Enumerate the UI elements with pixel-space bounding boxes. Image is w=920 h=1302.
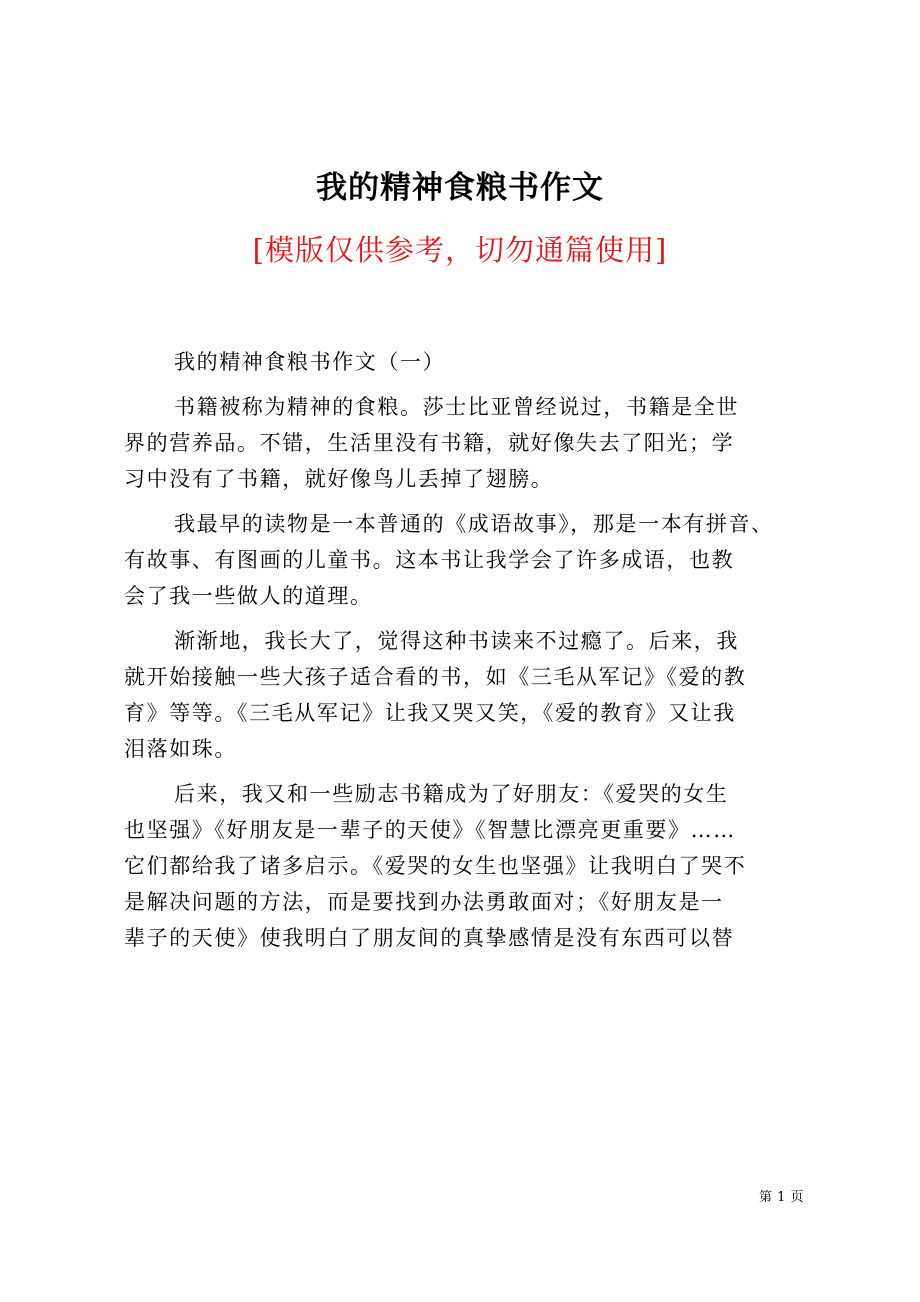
- paragraph-line: 是解决问题的方法，而是要找到办法勇敢面对；《好朋友是一: [124, 890, 724, 914]
- paragraph-line: 界的营养品。不错，生活里没有书籍，就好像失去了阳光；学: [124, 431, 735, 455]
- paragraph-line: 会了我一些做人的道理。: [124, 584, 373, 608]
- paragraph-line: 它们都给我了诸多启示。《爱哭的女生也坚强》让我明白了哭不: [124, 854, 747, 878]
- template-notice: [模版仅供参考，切勿通篇使用]: [252, 233, 668, 267]
- paragraph-line: 习中没有了书籍，就好像鸟儿丢掉了翅膀。: [124, 467, 554, 491]
- paragraph-line: 后来，我又和一些励志书籍成为了好朋友：《爱哭的女生: [174, 782, 729, 806]
- section-heading: 我的精神食粮书作文（一）: [174, 350, 446, 374]
- document-title: 我的精神食粮书作文: [316, 170, 604, 206]
- paragraph-line: 也坚强》《好朋友是一辈子的天使》《智慧比漂亮更重要》……: [124, 818, 736, 842]
- paragraph-line: 泪落如珠。: [124, 737, 237, 761]
- paragraph-line: 就开始接触一些大孩子适合看的书，如《三毛从军记》《爱的教: [124, 665, 747, 689]
- paragraph-line: 辈子的天使》使我明白了朋友间的真挚感情是没有东西可以替: [124, 926, 735, 950]
- paragraph-line: 我最早的读物是一本普通的《成语故事》，那是一本有拼音、: [174, 512, 774, 536]
- article-body: [124, 344, 796, 956]
- paragraph-line: 书籍被称为精神的食粮。莎士比亚曾经说过，书籍是全世: [174, 395, 739, 419]
- page-number: 第 1 页: [758, 1190, 804, 1205]
- paragraph-line: 育》等等。《三毛从军记》让我又哭又笑，《爱的教育》又让我: [124, 701, 736, 725]
- paragraph-line: 有故事、有图画的儿童书。这本书让我学会了许多成语，也教: [124, 548, 735, 572]
- paragraph-line: 渐渐地，我长大了，觉得这种书读来不过瘾了。后来，我: [174, 629, 739, 653]
